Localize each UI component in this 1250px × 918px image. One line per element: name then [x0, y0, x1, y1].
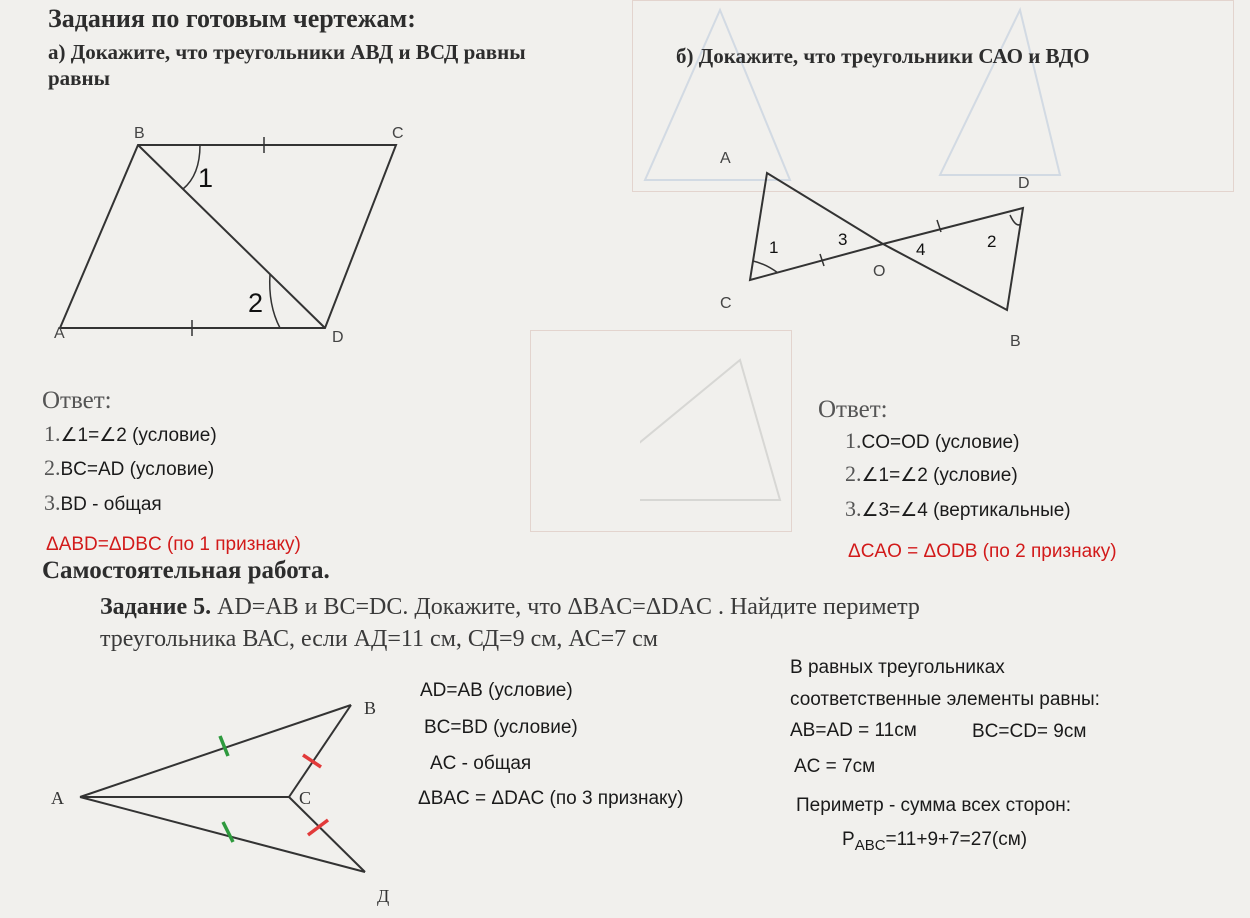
- result-5-ac: AC = 7см: [794, 756, 876, 777]
- answer-b-heading: Ответ:: [818, 396, 888, 423]
- page-title: Задания по готовым чертежам:: [48, 4, 416, 33]
- diagonal-bd: [138, 145, 325, 328]
- label-angle-2: 2: [248, 288, 264, 318]
- result-5-line-2: соответственные элементы равны:: [790, 689, 1100, 710]
- figure-a-parallelogram: [40, 110, 420, 350]
- answer-b-step-2: 2.∠1=∠2 (условие): [845, 461, 1018, 486]
- label-a: A: [51, 788, 64, 808]
- proof-5-conclusion: ΔBAC = ΔDAC (по 3 признаку): [418, 788, 684, 809]
- task-5-text-cont: треугольника ВАС, если АД=11 см, СД=9 см, АС=7 см: [100, 626, 658, 652]
- label-angle-2: 2: [987, 232, 997, 251]
- label-d: Д: [377, 886, 390, 906]
- answer-a-step-3: 3.BD - общая: [44, 490, 162, 515]
- label-d: D: [332, 329, 344, 346]
- answer-a-conclusion: ΔABD=ΔDBC (по 1 признаку): [46, 534, 301, 555]
- task-5-text: Задание 5. AD=AB и BC=DC. Докажите, что ΔBAC=ΔDAC . Найдите периметр: [100, 594, 920, 620]
- side-ad: [80, 797, 365, 872]
- label-angle-1: 1: [769, 238, 779, 257]
- triangle-bdo: [883, 208, 1023, 310]
- angle-2-arc: [1010, 215, 1021, 225]
- proof-5-step-2: BC=BD (условие): [424, 717, 578, 738]
- proof-5-step-1: AD=AB (условие): [420, 680, 573, 701]
- answer-a-step-1: 1.∠1=∠2 (условие): [44, 421, 217, 446]
- answer-a-heading: Ответ:: [42, 387, 112, 414]
- figure-5-quadrilateral: [40, 690, 410, 910]
- tick-bc: [303, 755, 321, 767]
- triangle-cao: [750, 173, 886, 280]
- proof-5-step-3: AC - общая: [430, 753, 532, 774]
- label-a: A: [54, 325, 65, 342]
- task-b-title: б) Докажите, что треугольники САО и ВДО: [676, 44, 1090, 68]
- label-angle-1: 1: [198, 163, 214, 193]
- label-angle-4: 4: [916, 240, 926, 259]
- parallelogram-outline: [60, 145, 396, 328]
- label-c: C: [720, 295, 732, 312]
- label-a: A: [720, 150, 731, 167]
- angle-1-arc: [753, 261, 778, 273]
- label-o: O: [873, 263, 886, 280]
- label-c: C: [392, 125, 404, 142]
- label-angle-3: 3: [838, 230, 848, 249]
- side-ab: [80, 705, 351, 797]
- task-a-title-cont: равны: [48, 66, 111, 90]
- independent-work-heading: Самостоятельная работа.: [42, 557, 330, 584]
- answer-b-step-3: 3.∠3=∠4 (вертикальные): [845, 496, 1071, 521]
- task-a-title: а) Докажите, что треугольники АВД и ВСД равны: [48, 40, 526, 64]
- side-cd: [289, 797, 365, 872]
- answer-b-step-1: 1.CO=OD (условие): [845, 428, 1020, 453]
- figure-b-triangles: [700, 140, 1060, 360]
- side-bc: [289, 705, 351, 797]
- label-b: B: [364, 698, 377, 718]
- result-5-ab-ad: AB=AD = 11см: [790, 720, 917, 741]
- label-b: B: [1010, 333, 1021, 350]
- label-b: B: [134, 125, 145, 142]
- answer-a-step-2: 2.BC=AD (условие): [44, 455, 215, 480]
- result-5-perimeter-def: Периметр - сумма всех сторон:: [796, 795, 1072, 816]
- answer-b-conclusion: ΔCAO = ΔODB (по 2 признаку): [848, 541, 1117, 562]
- label-c: C: [299, 788, 312, 808]
- tick-ab: [220, 736, 228, 756]
- result-5-line-1: В равных треугольниках: [790, 657, 1005, 678]
- result-5-bc-cd: BC=CD= 9см: [972, 721, 1087, 742]
- tick-ad: [223, 822, 233, 842]
- label-d: D: [1018, 175, 1030, 192]
- result-5-perimeter: $P_{ABC}=11+9+7=27(см)$: [842, 829, 1028, 854]
